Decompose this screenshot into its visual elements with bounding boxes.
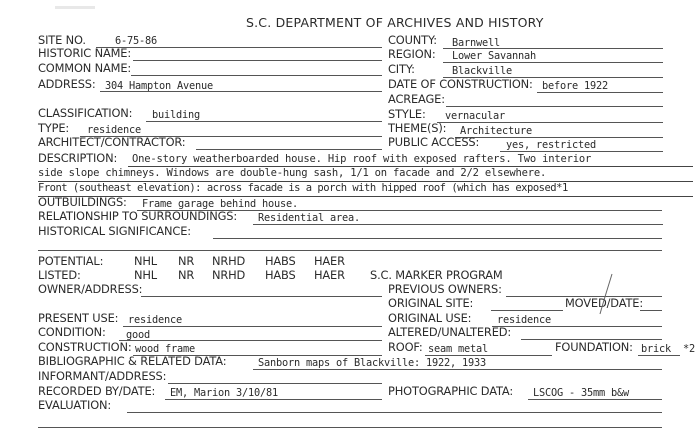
date-construction-value: before 1922 bbox=[542, 80, 608, 92]
site-no-label: SITE NO. bbox=[38, 33, 86, 47]
bibliographic-line bbox=[253, 369, 662, 370]
public-access-value: yes, restricted bbox=[506, 139, 596, 151]
public-access-line bbox=[500, 151, 663, 152]
potential-haer: HAER bbox=[314, 254, 345, 268]
relationship-label: RELATIONSHIP TO SURROUNDINGS: bbox=[38, 209, 238, 223]
pen-stroke-mark bbox=[590, 270, 620, 320]
classification-label: CLASSIFICATION: bbox=[38, 106, 133, 120]
style-value: vernacular bbox=[445, 110, 505, 122]
roof-value: seam metal bbox=[428, 343, 488, 355]
description-line-3: Front (southeast elevation): across facade is a porch with hipped roof (which has exposed*1 bbox=[38, 182, 568, 194]
classification-value: building bbox=[152, 109, 200, 121]
description-rule-3 bbox=[38, 196, 693, 197]
county-label: COUNTY: bbox=[388, 33, 437, 47]
historical-significance-line bbox=[213, 238, 662, 239]
relationship-line bbox=[253, 224, 663, 225]
marker-program-label: S.C. MARKER PROGRAM bbox=[370, 268, 503, 282]
listed-haer: HAER bbox=[314, 268, 345, 282]
address-value: 304 Hampton Avenue bbox=[105, 80, 213, 92]
listed-nhl: NHL bbox=[134, 268, 157, 282]
previous-owners-label: PREVIOUS OWNERS: bbox=[388, 282, 502, 296]
potential-nrhd: NRHD bbox=[212, 254, 246, 268]
listed-nr: NR bbox=[178, 268, 195, 282]
altered-label: ALTERED/UNALTERED: bbox=[388, 325, 512, 339]
foundation-line bbox=[638, 355, 680, 356]
type-value: residence bbox=[87, 124, 141, 136]
description-line-1: One-story weatherboarded house. Hip roof with exposed rafters. Two interior bbox=[132, 153, 592, 165]
potential-nr: NR bbox=[178, 254, 195, 268]
moved-date-label: MOVED/DATE: bbox=[565, 296, 644, 310]
county-value: Barnwell bbox=[452, 37, 500, 49]
site-no-line bbox=[96, 47, 382, 48]
original-use-value: residence bbox=[497, 314, 551, 326]
region-value: Lower Savannah bbox=[452, 50, 536, 62]
address-line bbox=[100, 91, 382, 92]
theme-label: THEME(S): bbox=[388, 121, 447, 135]
roof-line bbox=[425, 355, 552, 356]
foundation-value: brick bbox=[641, 343, 671, 355]
style-label: STYLE: bbox=[388, 107, 426, 121]
theme-value: Architecture bbox=[460, 125, 532, 137]
present-use-line bbox=[123, 326, 382, 327]
site-no-value: 6-75-86 bbox=[115, 35, 157, 47]
foundation-label: FOUNDATION: bbox=[555, 340, 633, 354]
county-line bbox=[443, 48, 663, 49]
historic-name-line bbox=[133, 60, 382, 61]
historic-name-label: HISTORIC NAME: bbox=[38, 46, 132, 60]
listed-label: LISTED: bbox=[38, 268, 81, 282]
construction-value: wood frame bbox=[135, 343, 195, 355]
evaluation-line bbox=[127, 412, 662, 413]
date-construction-line bbox=[537, 92, 663, 93]
owner-address-line bbox=[141, 296, 382, 297]
recorded-by-line bbox=[165, 399, 382, 400]
architect-label: ARCHITECT/CONTRACTOR: bbox=[38, 135, 186, 149]
outbuildings-value: Frame garage behind house. bbox=[142, 198, 298, 210]
city-value: Blackville bbox=[452, 65, 512, 77]
recorded-by-label: RECORDED BY/DATE: bbox=[38, 384, 156, 398]
present-use-label: PRESENT USE: bbox=[38, 311, 119, 325]
type-label: TYPE: bbox=[38, 121, 70, 135]
common-name-line bbox=[131, 75, 382, 76]
condition-label: CONDITION: bbox=[38, 325, 106, 339]
roof-label: ROOF: bbox=[388, 340, 423, 354]
evaluation-label: EVALUATION: bbox=[38, 398, 112, 412]
bibliographic-value: Sanborn maps of Blackville: 1922, 1933 bbox=[258, 357, 486, 369]
potential-label: POTENTIAL: bbox=[38, 254, 104, 268]
original-use-label: ORIGINAL USE: bbox=[388, 311, 472, 325]
original-site-label: ORIGINAL SITE: bbox=[388, 296, 474, 310]
section-divider bbox=[38, 250, 662, 251]
original-use-line bbox=[492, 326, 662, 327]
common-name-label: COMMON NAME: bbox=[38, 61, 132, 75]
informant-line bbox=[168, 383, 382, 384]
original-site-line bbox=[491, 310, 563, 311]
foundation-note: *2 bbox=[683, 343, 695, 355]
style-line bbox=[437, 122, 663, 123]
architect-line bbox=[196, 149, 382, 150]
moved-date-line bbox=[640, 310, 662, 311]
listed-nrhd: NRHD bbox=[212, 268, 246, 282]
condition-value: good bbox=[126, 329, 150, 341]
description-label: DESCRIPTION: bbox=[38, 151, 118, 165]
historical-significance-label: HISTORICAL SIGNIFICANCE: bbox=[38, 224, 191, 238]
informant-label: INFORMANT/ADDRESS: bbox=[38, 369, 167, 383]
present-use-value: residence bbox=[128, 314, 182, 326]
outbuildings-label: OUTBUILDINGS: bbox=[38, 195, 127, 209]
listed-habs: HABS bbox=[265, 268, 296, 282]
relationship-value: Residential area. bbox=[258, 212, 360, 224]
photographic-data-value: LSCOG - 35mm b&w bbox=[533, 387, 629, 399]
city-label: CITY: bbox=[388, 62, 415, 76]
owner-address-label: OWNER/ADDRESS: bbox=[38, 282, 143, 296]
bottom-line bbox=[38, 427, 662, 428]
scan-smudge bbox=[55, 6, 95, 9]
acreage-line bbox=[446, 106, 663, 107]
date-construction-label: DATE OF CONSTRUCTION: bbox=[388, 77, 533, 91]
photographic-data-label: PHOTOGRAPHIC DATA: bbox=[388, 384, 514, 398]
condition-line bbox=[119, 340, 382, 341]
description-line-2: side slope chimneys. Windows are double-hung sash, 1/1 on facade and 2/2 elsewhere. bbox=[38, 167, 547, 179]
photographic-data-line bbox=[528, 399, 662, 400]
theme-line bbox=[455, 137, 663, 138]
form-title: S.C. DEPARTMENT OF ARCHIVES AND HISTORY bbox=[246, 15, 544, 30]
region-label: REGION: bbox=[388, 47, 436, 61]
public-access-label: PUBLIC ACCESS: bbox=[388, 135, 480, 149]
construction-label: CONSTRUCTION: bbox=[38, 340, 132, 354]
potential-nhl: NHL bbox=[134, 254, 157, 268]
acreage-label: ACREAGE: bbox=[388, 92, 445, 106]
address-label: ADDRESS: bbox=[38, 77, 96, 91]
potential-habs: HABS bbox=[265, 254, 296, 268]
recorded-by-value: EM, Marion 3/10/81 bbox=[170, 387, 278, 399]
bibliographic-label: BIBLIOGRAPHIC & RELATED DATA: bbox=[38, 354, 227, 368]
region-line bbox=[443, 62, 663, 63]
classification-line bbox=[146, 121, 382, 122]
